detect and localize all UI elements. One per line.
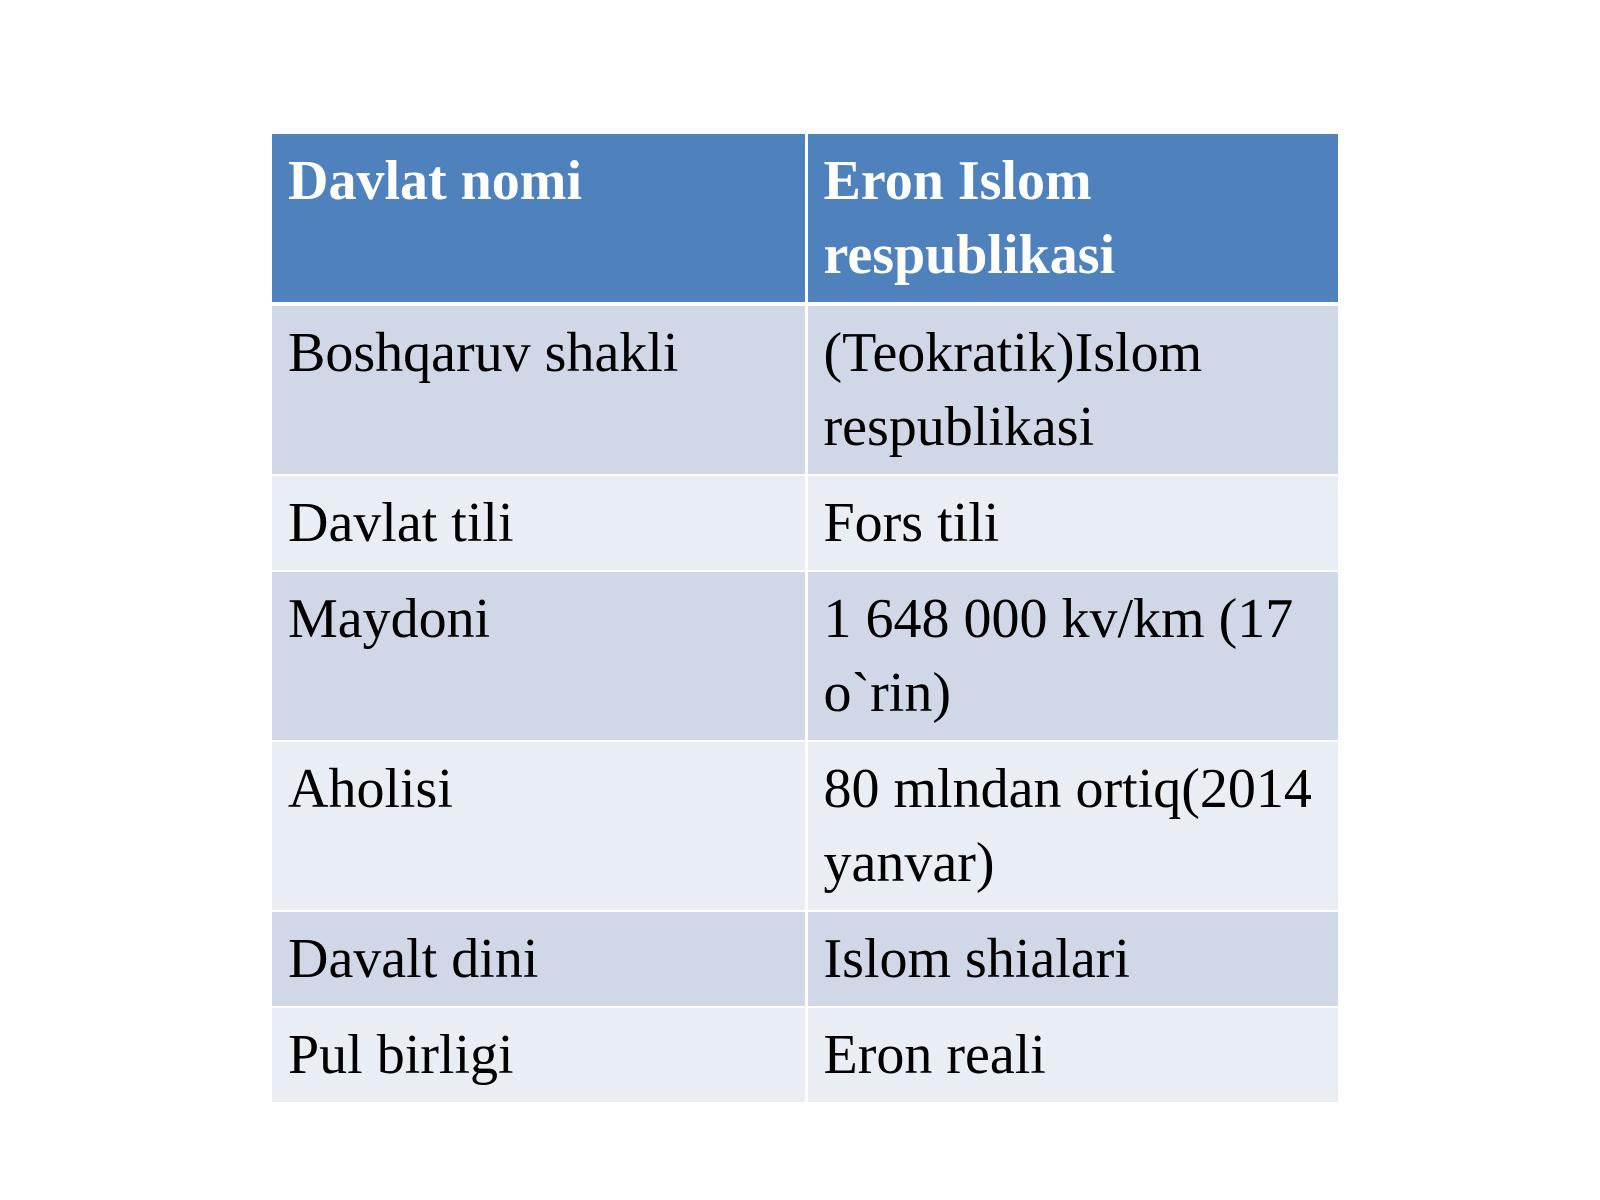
table-header-row <box>272 134 1338 304</box>
table-row <box>272 1007 1338 1102</box>
header-value-cell: Eron Islom respublikasi <box>806 134 1338 304</box>
table-row <box>272 475 1338 571</box>
table-row <box>272 741 1338 911</box>
row-value-cell: Eron reali <box>806 1007 1338 1102</box>
row-value-cell: 80 mlndan ortiq(2014 yanvar) <box>806 741 1338 911</box>
row-label-cell: Davlat tili <box>272 475 806 571</box>
row-value-cell: (Teokratik)Islom respublikasi <box>806 304 1338 475</box>
row-value-cell: Islom shialari <box>806 911 1338 1007</box>
table-row <box>272 911 1338 1007</box>
row-label-cell: Boshqaruv shakli <box>272 304 806 475</box>
header-label-cell: Davlat nomi <box>272 134 806 304</box>
row-label-cell: Aholisi <box>272 741 806 911</box>
table-row <box>272 571 1338 741</box>
row-label-cell: Maydoni <box>272 571 806 741</box>
row-value-cell: Fors tili <box>806 475 1338 571</box>
row-label-cell: Pul birligi <box>272 1007 806 1102</box>
country-info-table <box>272 134 1338 1102</box>
table-row <box>272 304 1338 475</box>
row-value-cell: 1 648 000 kv/km (17 o`rin) <box>806 571 1338 741</box>
row-label-cell: Davalt dini <box>272 911 806 1007</box>
